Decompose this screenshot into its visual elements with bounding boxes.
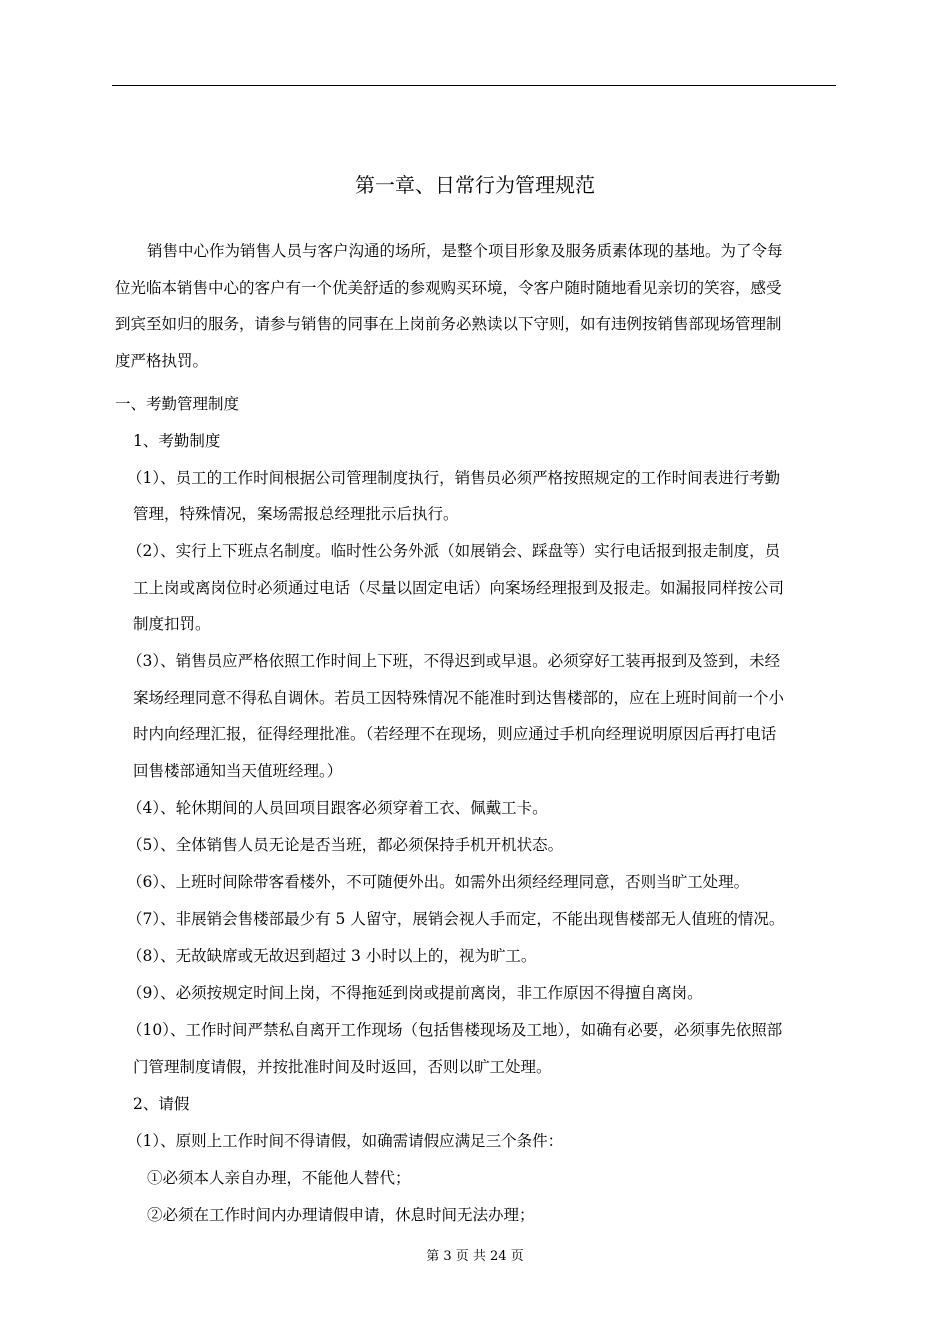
page-number: 第 3 页 共 24 页 xyxy=(426,1249,524,1264)
list-item-line: （10）、工作时间严禁私自离开工作现场（包括售楼现场及工地），如确有必要，必须事先依照部 xyxy=(127,1021,783,1039)
paragraph-line: 度严格执罚。 xyxy=(115,352,209,370)
list-item-line: （1）、原则上工作时间不得请假，如确需请假应满足三个条件： xyxy=(127,1132,564,1150)
list-item-line: ②必须在工作时间内办理请假申请，休息时间无法办理； xyxy=(147,1206,535,1224)
subsection-heading: 2、请假 xyxy=(133,1095,190,1113)
list-item-line: 回售楼部通知当天值班经理。） xyxy=(133,762,343,780)
list-item-line: （1）、员工的工作时间根据公司管理制度执行，销售员必须严格按照规定的工作时间表进行考勤 xyxy=(127,469,781,487)
paragraph-line: 位光临本销售中心的客户有一个优美舒适的参观购买环境，令客户随时随地看见亲切的笑容，感受 xyxy=(115,279,782,297)
list-item-line: 制度扣罚。 xyxy=(133,615,211,633)
paragraph-line: 到宾至如归的服务，请参与销售的同事在上岗前务必熟读以下守则，如有违例按销售部现场管理制 xyxy=(115,315,782,333)
list-item-line: （3）、销售员应严格依照工作时间上下班，不得迟到或早退。必须穿好工装再报到及签到，未经 xyxy=(127,652,781,670)
paragraph-line: 销售中心作为销售人员与客户沟通的场所，是整个项目形象及服务质素体现的基地。为了令每 xyxy=(147,242,783,260)
subsection-heading: 1、考勤制度 xyxy=(133,432,221,450)
header-rule xyxy=(112,85,836,86)
list-item-line: 门管理制度请假，并按批准时间及时返回，否则以旷工处理。 xyxy=(133,1058,552,1076)
list-item-line: 时内向经理汇报，征得经理批准。（若经理不在现场，则应通过手机向经理说明原因后再打电话 xyxy=(133,725,777,743)
list-item-line: （9）、必须按规定时间上岗，不得拖延到岗或提前离岗，非工作原因不得擅自离岗。 xyxy=(127,984,703,1002)
list-item-line: 案场经理同意不得私自调休。若员工因特殊情况不能准时到达售楼部的，应在上班时间前一个小 xyxy=(133,689,785,707)
list-item-line: （2）、实行上下班点名制度。临时性公务外派（如展销会、踩盘等）实行电话报到报走制度，员 xyxy=(127,542,781,560)
chapter-title: 第一章、日常行为管理规范 xyxy=(355,173,595,197)
section-heading: 一、考勤管理制度 xyxy=(115,395,240,413)
list-item-line: （8）、无故缺席或无故迟到超过 3 小时以上的，视为旷工。 xyxy=(127,947,537,965)
list-item-line: （6）、上班时间除带客看楼外，不可随便外出。如需外出须经经理同意，否则当旷工处理。 xyxy=(127,873,750,891)
list-item-line: （5）、全体销售人员无论是否当班，都必须保持手机开机状态。 xyxy=(127,836,564,854)
list-item-line: （7）、非展销会售楼部最少有 5 人留守，展销会视人手而定，不能出现售楼部无人值班的情况。 xyxy=(127,910,785,928)
list-item-line: 管理，特殊情况，案场需报总经理批示后执行。 xyxy=(133,505,459,523)
list-item-line: ①必须本人亲自办理，不能他人替代； xyxy=(147,1169,411,1187)
list-item-line: 工上岗或离岗位时必须通过电话（尽量以固定电话）向案场经理报到及报走。如漏报同样按公司 xyxy=(133,579,785,597)
list-item-line: （4）、轮休期间的人员回项目跟客必须穿着工衣、佩戴工卡。 xyxy=(127,799,548,817)
